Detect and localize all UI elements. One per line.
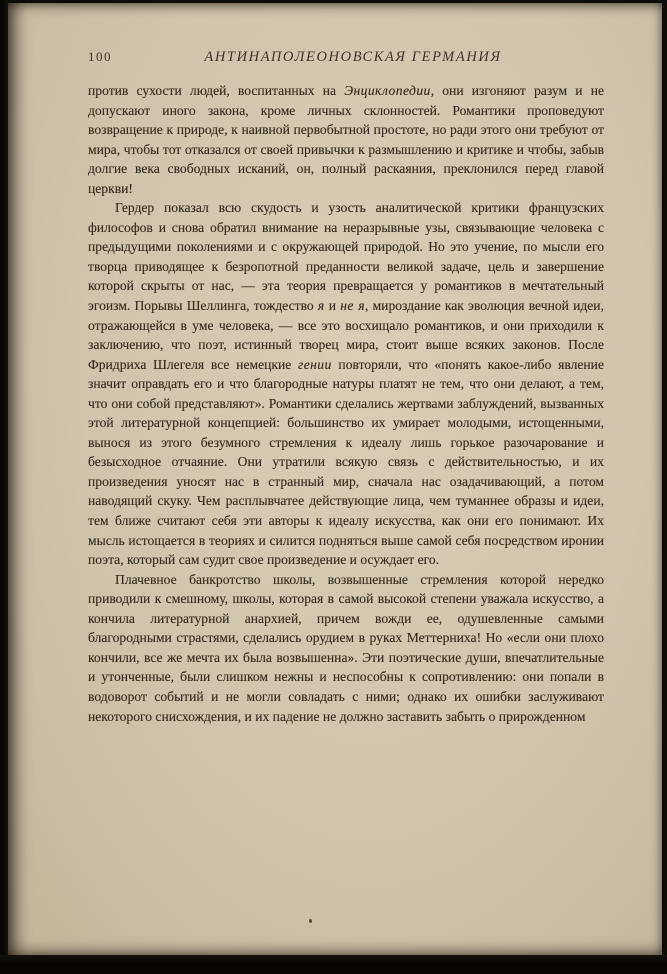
- scan-edge-bottom: [0, 955, 667, 974]
- italic-text: я: [317, 298, 325, 314]
- text-run: и: [324, 298, 341, 314]
- text-run: повторяли, что «понять какое-либо явление значит оправдать его и что благородные натуры платят не тем, что они делают, а тем, что они собой представляют». Романтики сделались жертвами заблуждений, вызванных этой литературной концепцией: большинство их умирает молодыми, истощенными, вынося из этого безумного стремления к идеалу лишь горькое разочарование и безысходное отчаяние. Они утратили всякую связь с действительностью, и их произведения уносят нас в странный мир, сначала нас озадачивающий, а потом наводящий скуку. Чем расплывчатее действующие лица, чем туманнее образы и идеи, тем ближе считают себя эти авторы к идеалу искусства, как они его понимают. Их мысль истощается в теориях и силится подняться выше самой себя посредством иронии поэта, который сам судит свое произведение и осуждает его.: [88, 356, 604, 568]
- italic-text: гении: [298, 356, 332, 372]
- scan-speck: [309, 919, 312, 923]
- italic-text: не я: [340, 298, 366, 314]
- running-header: [88, 49, 604, 66]
- text-run: , они изгоняют разум и не допускают иного закона, кроме личных склонностей. Романтики проповедуют возвращение к природе, к наивной первобытной простоте, но ради этого они требуют от мира, чтобы тот отказался от своей привычки к размышлению и критике и чтобы, забыв долгие века свободных исканий, он, полный раскаяния, преклонился перед главой церкви!: [88, 83, 604, 196]
- scan-edge-left: [0, 0, 8, 974]
- text-run: Плачевное банкротство школы, возвышенные стремления которой нередко приводили к смешному, школы, которая в самой высокой степени уважала искусство, а кончила литературной анархией, причем вожди ее, одушевленные самыми благородными страстями, сделались орудием в руках Меттерниха! Но «если они плохо кончили, все же мечта их была возвышенна». Эти поэтические души, впечатлительные и утонченные, были слишком нежны и неспособны к сопротивлению: они попали в водоворот событий и не могли совладать с ними; однако их ошибки заслуживают некоторого снисхождения, и их падение не должно заставить забыть о прирожденном: [88, 571, 604, 724]
- italic-text: Энциклопедии: [344, 83, 431, 98]
- page-paper: [8, 3, 662, 955]
- text-run: , мироздание как эволюция вечной идеи, отражающейся в уме человека, — все это восхищало романтиков, и они приходили к заключению, что поэт, истинный творец мира, стоит выше всяких законов. После Фридриха Шлегеля все немецкие: [88, 298, 604, 372]
- paragraph: [88, 81, 604, 198]
- page-number: 100: [88, 49, 112, 64]
- text-run: Гердер показал всю скудость и узость аналитической критики французских философов и снова обратил внимание на неразрывные узы, связывающие человека с предыдущими поколениями и с окружающей природой. Но это учение, по мысли его творца приводящее к безропотной преданности великой задаче, цель и завершение которой скрыты от нас, — эта теория превращается у романтиков в мечтательный эгоизм. Порывы Шеллинга, тождество: [88, 200, 604, 314]
- text-run: против сухости людей, воспитанных на: [88, 83, 345, 98]
- paragraph: [88, 198, 604, 569]
- page-body: [88, 81, 604, 726]
- paragraph: [88, 570, 604, 726]
- running-title: АНТИНАПОЛЕОНОВСКАЯ ГЕРМАНИЯ: [204, 49, 502, 65]
